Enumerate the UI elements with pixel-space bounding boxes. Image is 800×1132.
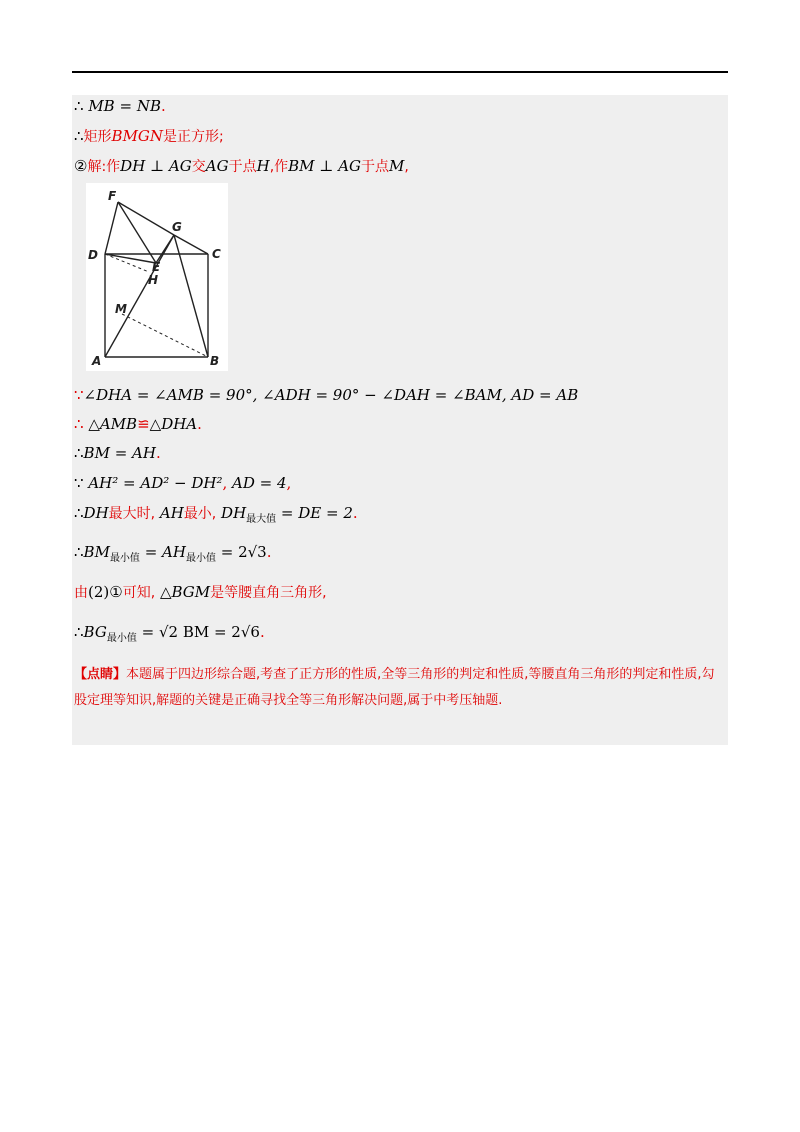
- period: .: [197, 415, 202, 433]
- point: H: [256, 157, 270, 175]
- label-h: H: [148, 273, 159, 287]
- subscript: 最大值: [246, 514, 277, 525]
- solution-line-7: [74, 473, 291, 493]
- text: 是正方形;: [163, 129, 224, 145]
- comma: ,: [286, 474, 292, 492]
- text: 解:作: [87, 159, 121, 175]
- solution-line-6: [74, 443, 161, 463]
- solution-line-1: [74, 96, 166, 116]
- therefore-symbol: ∴: [74, 97, 84, 115]
- circled-number: ②: [74, 157, 88, 175]
- period: .: [155, 444, 161, 462]
- label-e: E: [152, 260, 161, 274]
- solution-line-2: [74, 126, 224, 147]
- equation: ∠DHA = ∠AMB = 90°, ∠ADH = 90° − ∠DAH = ∠BAM, AD = AB: [83, 386, 579, 404]
- solution-line-8: [74, 503, 358, 530]
- segment: DH: [83, 504, 109, 522]
- triangle: △DHA: [149, 415, 198, 433]
- therefore-symbol: ∴: [74, 127, 84, 145]
- perp-symbol: ⊥: [145, 157, 169, 175]
- period: .: [352, 504, 358, 522]
- header-rule: [72, 71, 728, 73]
- subscript: 最小值: [185, 553, 216, 564]
- equation: = 2√3: [215, 543, 267, 561]
- segment: AG: [168, 157, 192, 175]
- congruent-symbol: ≌: [137, 415, 150, 433]
- expr-lhs: MB: [88, 97, 115, 115]
- comment-label: 【点睛】: [74, 667, 127, 682]
- solution-line-9: [74, 542, 272, 569]
- because-symbol: ∵: [74, 474, 84, 492]
- comment-block: [74, 662, 724, 714]
- text: 由: [74, 585, 88, 601]
- point: M: [389, 157, 405, 175]
- therefore-symbol: ∴: [74, 543, 84, 561]
- label-a: A: [92, 354, 102, 368]
- segment: AG: [338, 157, 362, 175]
- equation: = DE = 2: [276, 504, 353, 522]
- equals: =: [139, 543, 163, 561]
- equation: AH² = AD² − DH²: [88, 474, 223, 492]
- equation: AD = 4: [232, 474, 287, 492]
- label-g: G: [172, 220, 182, 234]
- label-f: F: [108, 189, 117, 203]
- text: ,: [404, 159, 409, 175]
- subscript: 最小值: [106, 633, 137, 644]
- segment: BG: [83, 623, 107, 641]
- subscript: 最小值: [109, 553, 140, 564]
- therefore-symbol: ∴: [74, 623, 84, 641]
- text: 最大时,: [108, 506, 156, 522]
- label-d: D: [88, 248, 98, 262]
- equation: = √2 BM = 2√6: [136, 623, 260, 641]
- reference: (2)①: [88, 583, 123, 601]
- solution-line-5: [74, 414, 202, 434]
- perp-symbol: ⊥: [314, 157, 339, 175]
- geometry-figure: [86, 183, 228, 371]
- text: ,作: [269, 159, 289, 175]
- solution-line-11: [74, 622, 265, 649]
- segment: AH: [162, 543, 186, 561]
- text: 于点: [228, 159, 257, 175]
- period: .: [259, 623, 265, 641]
- label-c: C: [212, 247, 221, 261]
- therefore-symbol: ∴: [74, 504, 84, 522]
- separator: ,: [222, 474, 228, 492]
- label-m: M: [115, 302, 127, 316]
- solution-line-10: [74, 582, 327, 603]
- therefore-symbol: ∴: [74, 444, 84, 462]
- expr-rhs: NB: [136, 97, 161, 115]
- therefore-symbol: ∴: [74, 415, 84, 433]
- because-symbol: ∵: [74, 386, 84, 404]
- triangle: △BGM: [159, 583, 211, 601]
- segment: DH: [120, 157, 146, 175]
- segment: DH: [221, 504, 247, 522]
- solution-line-4: [74, 385, 578, 405]
- text: 是等腰直角三角形,: [210, 585, 327, 601]
- label-b: B: [210, 354, 220, 368]
- equals: =: [114, 97, 137, 115]
- equation: BM = AH: [83, 444, 156, 462]
- segment: AG: [205, 157, 229, 175]
- text: 于点: [361, 159, 390, 175]
- comment-text: 本题属于四边形综合题,考查了正方形的性质,全等三角形的判定和性质,等腰直角三角形的判定和性质,勾股定理等知识,解题的关键是正确寻找全等三角形解决问题,属于中考压轴题.: [74, 667, 715, 708]
- segment: BM: [288, 157, 315, 175]
- solution-line-3: [74, 156, 409, 177]
- text: 交: [191, 159, 206, 175]
- figure-name: BMGN: [111, 127, 164, 145]
- period: .: [266, 543, 272, 561]
- segment: BM: [83, 543, 110, 561]
- text: 可知,: [122, 585, 156, 601]
- segment: AH: [159, 504, 184, 522]
- period: .: [160, 97, 166, 115]
- text: 矩形: [83, 129, 112, 145]
- triangle: △AMB: [88, 415, 138, 433]
- text: 最小,: [183, 506, 217, 522]
